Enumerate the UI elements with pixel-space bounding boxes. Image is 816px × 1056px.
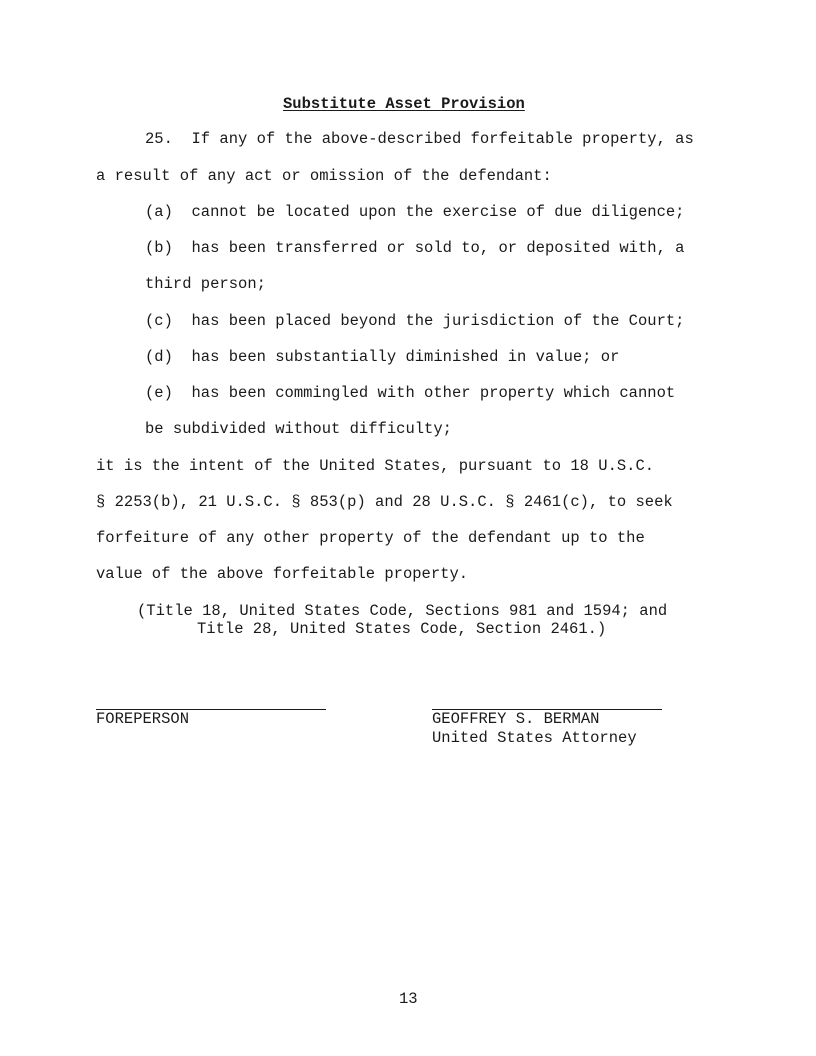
- page-number: 13: [399, 990, 418, 1008]
- attorney-title: United States Attorney: [432, 729, 637, 747]
- foreperson-label: FOREPERSON: [96, 710, 190, 728]
- item-e-line-1: (e) has been commingled with other property which cannot: [145, 384, 676, 402]
- item-c: (c) has been placed beyond the jurisdiction of the Court;: [145, 312, 685, 330]
- item-b-line-2: third person;: [145, 275, 266, 293]
- intent-line-4: value of the above forfeitable property.: [96, 565, 469, 583]
- item-d: (d) has been substantially diminished in value; or: [145, 348, 620, 366]
- item-b-line-1: (b) has been transferred or sold to, or deposited with, a: [145, 239, 685, 257]
- attorney-name: GEOFFREY S. BERMAN: [432, 710, 600, 728]
- citation-line-1: (Title 18, United States Code, Sections 981 and 1594; and: [137, 602, 668, 620]
- section-heading: Substitute Asset Provision: [283, 95, 525, 113]
- intent-line-2: § 2253(b), 21 U.S.C. § 853(p) and 28 U.S.C. § 2461(c), to seek: [96, 493, 673, 511]
- intent-line-3: forfeiture of any other property of the defendant up to the: [96, 529, 645, 547]
- paragraph-25-line-2: a result of any act or omission of the defendant:: [96, 167, 552, 185]
- paragraph-25-line-1: 25. If any of the above-described forfeitable property, as: [145, 130, 694, 148]
- intent-line-1: it is the intent of the United States, pursuant to 18 U.S.C.: [96, 457, 655, 475]
- item-a: (a) cannot be located upon the exercise of due diligence;: [145, 203, 685, 221]
- item-e-line-2: be subdivided without difficulty;: [145, 420, 452, 438]
- citation-line-2: Title 28, United States Code, Section 2461.): [197, 620, 607, 638]
